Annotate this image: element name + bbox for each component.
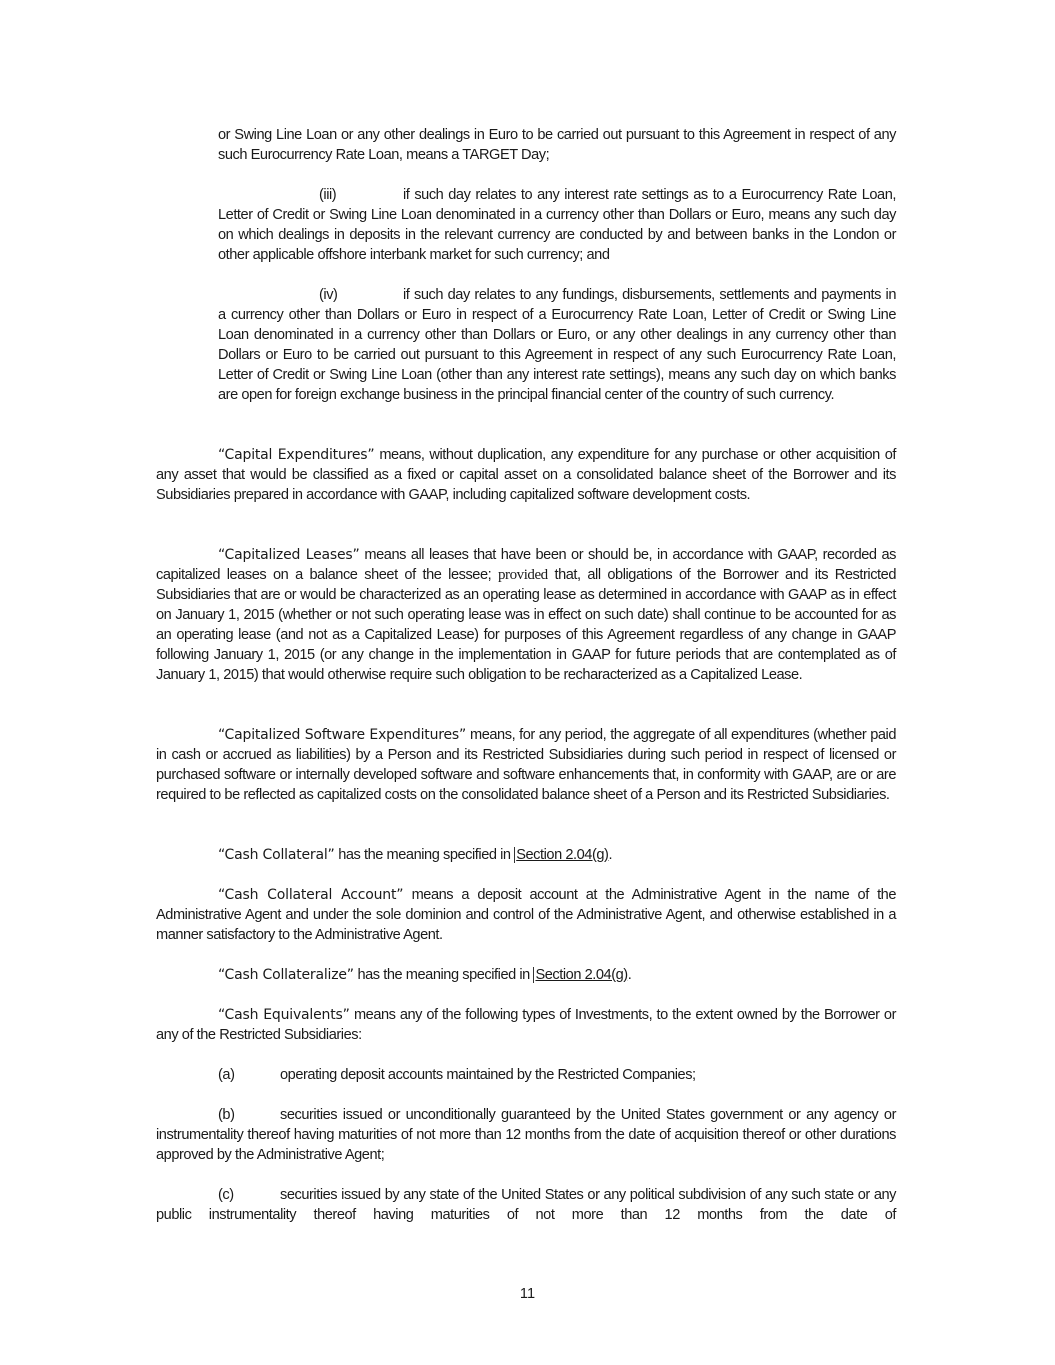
item-iii-label: (iii) — [319, 187, 337, 203]
continuation-text: or Swing Line Loan or any other dealings in Euro to be carried out pursuant to this Agreement in respect of any such Eurocurrency Rate Loan, means a TARGET Day; — [218, 127, 896, 163]
defined-term: “Cash Equivalents” — [218, 1007, 350, 1023]
defined-term: “Cash Collateral” — [218, 847, 335, 863]
definition-capital-expenditures — [156, 445, 896, 505]
definition-cash-collateral-account — [156, 885, 896, 945]
clause-b-paragraph — [156, 1105, 896, 1165]
defined-term: “Capitalized Software Expenditures” — [218, 727, 467, 743]
continuation-paragraph — [218, 125, 896, 165]
clause-c-text: securities issued by any state of the United States or any political subdivision of any such state or any public instrumentality thereof having maturities of not more than 12 months from the date of — [156, 1187, 896, 1223]
defined-term: “Capital Expenditures” — [218, 447, 375, 463]
clause-b-label: (b) — [218, 1107, 235, 1123]
definition-cash-equivalents — [156, 1005, 896, 1045]
item-iv-label: (iv) — [319, 287, 338, 303]
definition-capitalized-leases — [156, 545, 896, 685]
section-reference-link[interactable]: Section 2.04(g) — [535, 967, 628, 983]
definition-text-continued: that, all obligations of the Borrower and its Restricted Subsidiaries that are or would be characterized as an operating lease as determined in accordance with GAAP as in effect on January 1, 2015 (whether or not such operating lease was in effect on such date) shall continue to be accounted for as an operating lease (and not as a Capitalized Lease) for purposes of this Agreement regardless of any change in GAAP following January 1, 2015 (or any change in the implementation in GAAP for future periods that are contemplated as of January 1, 2015) that would otherwise require such obligation to be recharacterized as a Capitalized Lease. — [156, 567, 896, 683]
definition-text: means a deposit account at the Administrative Agent in the name of the Administrative Agent and under the sole dominion and control of the Administrative Agent, and otherwise established in a manner satisfactory to the Administrative Agent. — [156, 887, 897, 943]
clause-b-text: securities issued or unconditionally guaranteed by the United States government or any agency or instrumentality thereof having maturities of not more than 12 months from the date of acquisition thereof or other durations approved by the Administrative Agent; — [156, 1107, 896, 1163]
definition-text: means, for any period, the aggregate of all expenditures (whether paid in cash or accrued as liabilities) by a Person and its Restricted Subsidiaries during such period in respect of licensed or purchased software or internally developed software and software enhancements that, in conformity with GAAP, are or are required to be reflected as capitalized costs on the consolidated balance sheet of a Person and its Restricted Subsidiaries. — [156, 727, 896, 803]
provided-term: provided — [498, 567, 548, 583]
definition-text: means any of the following types of Investments, to the extent owned by the Borrower or any of the Restricted Subsidiaries: — [156, 1007, 896, 1043]
item-iii-text: if such day relates to any interest rate settings as to a Eurocurrency Rate Loan, Letter of Credit or Swing Line Loan denominated in a currency other than Dollars or Euro, means any such day on which dealings in deposits in the relevant currency are conducted by and between banks in the London or other applicable offshore interbank market for such currency; and — [218, 187, 896, 263]
page-number: 11 — [519, 1286, 536, 1302]
clause-a-label: (a) — [218, 1067, 235, 1083]
definition-text: means all leases that have been or should be, in accordance with GAAP, recorded as capitalized leases on a balance sheet of the lessee; — [156, 547, 896, 583]
item-iii-paragraph — [218, 185, 896, 265]
definition-cash-collateral — [156, 845, 896, 865]
definition-text: means, without duplication, any expenditure for any purchase or other acquisition of any asset that would be classified as a fixed or capital asset on a consolidated balance sheet of the Borrower and its Subsidiaries prepared in accordance with GAAP, including capitalized software development costs. — [156, 447, 896, 503]
item-iv-text: if such day relates to any fundings, disbursements, settlements and payments in a currency other than Dollars or Euro in respect of a Eurocurrency Rate Loan, Letter of Credit or Swing Line Loan denominated in a currency other than Dollars or Euro, or any other dealings in any currency other than Dollars or Euro to be carried out pursuant to this Agreement in respect of any such Eurocurrency Rate Loan, Letter of Credit or Swing Line Loan (other than any interest rate settings), means any such day on which banks are open for foreign exchange business in the principal financial center of the country of such currency. — [218, 287, 896, 403]
item-iv-paragraph — [218, 285, 896, 405]
definition-end: . — [608, 847, 613, 863]
definition-text: has the meaning specified in — [353, 967, 534, 983]
clause-c-paragraph — [156, 1185, 896, 1225]
defined-term: “Cash Collateral Account” — [218, 887, 404, 903]
definition-end: . — [627, 967, 632, 983]
clause-c-label: (c) — [218, 1187, 234, 1203]
definition-cash-collateralize — [156, 965, 896, 985]
definition-text: has the meaning specified in — [334, 847, 515, 863]
section-reference-link[interactable]: Section 2.04(g) — [516, 847, 609, 863]
defined-term: “Capitalized Leases” — [218, 547, 360, 563]
defined-term: “Cash Collateralize” — [218, 967, 354, 983]
clause-a-paragraph — [156, 1065, 896, 1085]
definition-capitalized-software-expenditures — [156, 725, 896, 805]
clause-a-text: operating deposit accounts maintained by the Restricted Companies; — [280, 1067, 696, 1083]
